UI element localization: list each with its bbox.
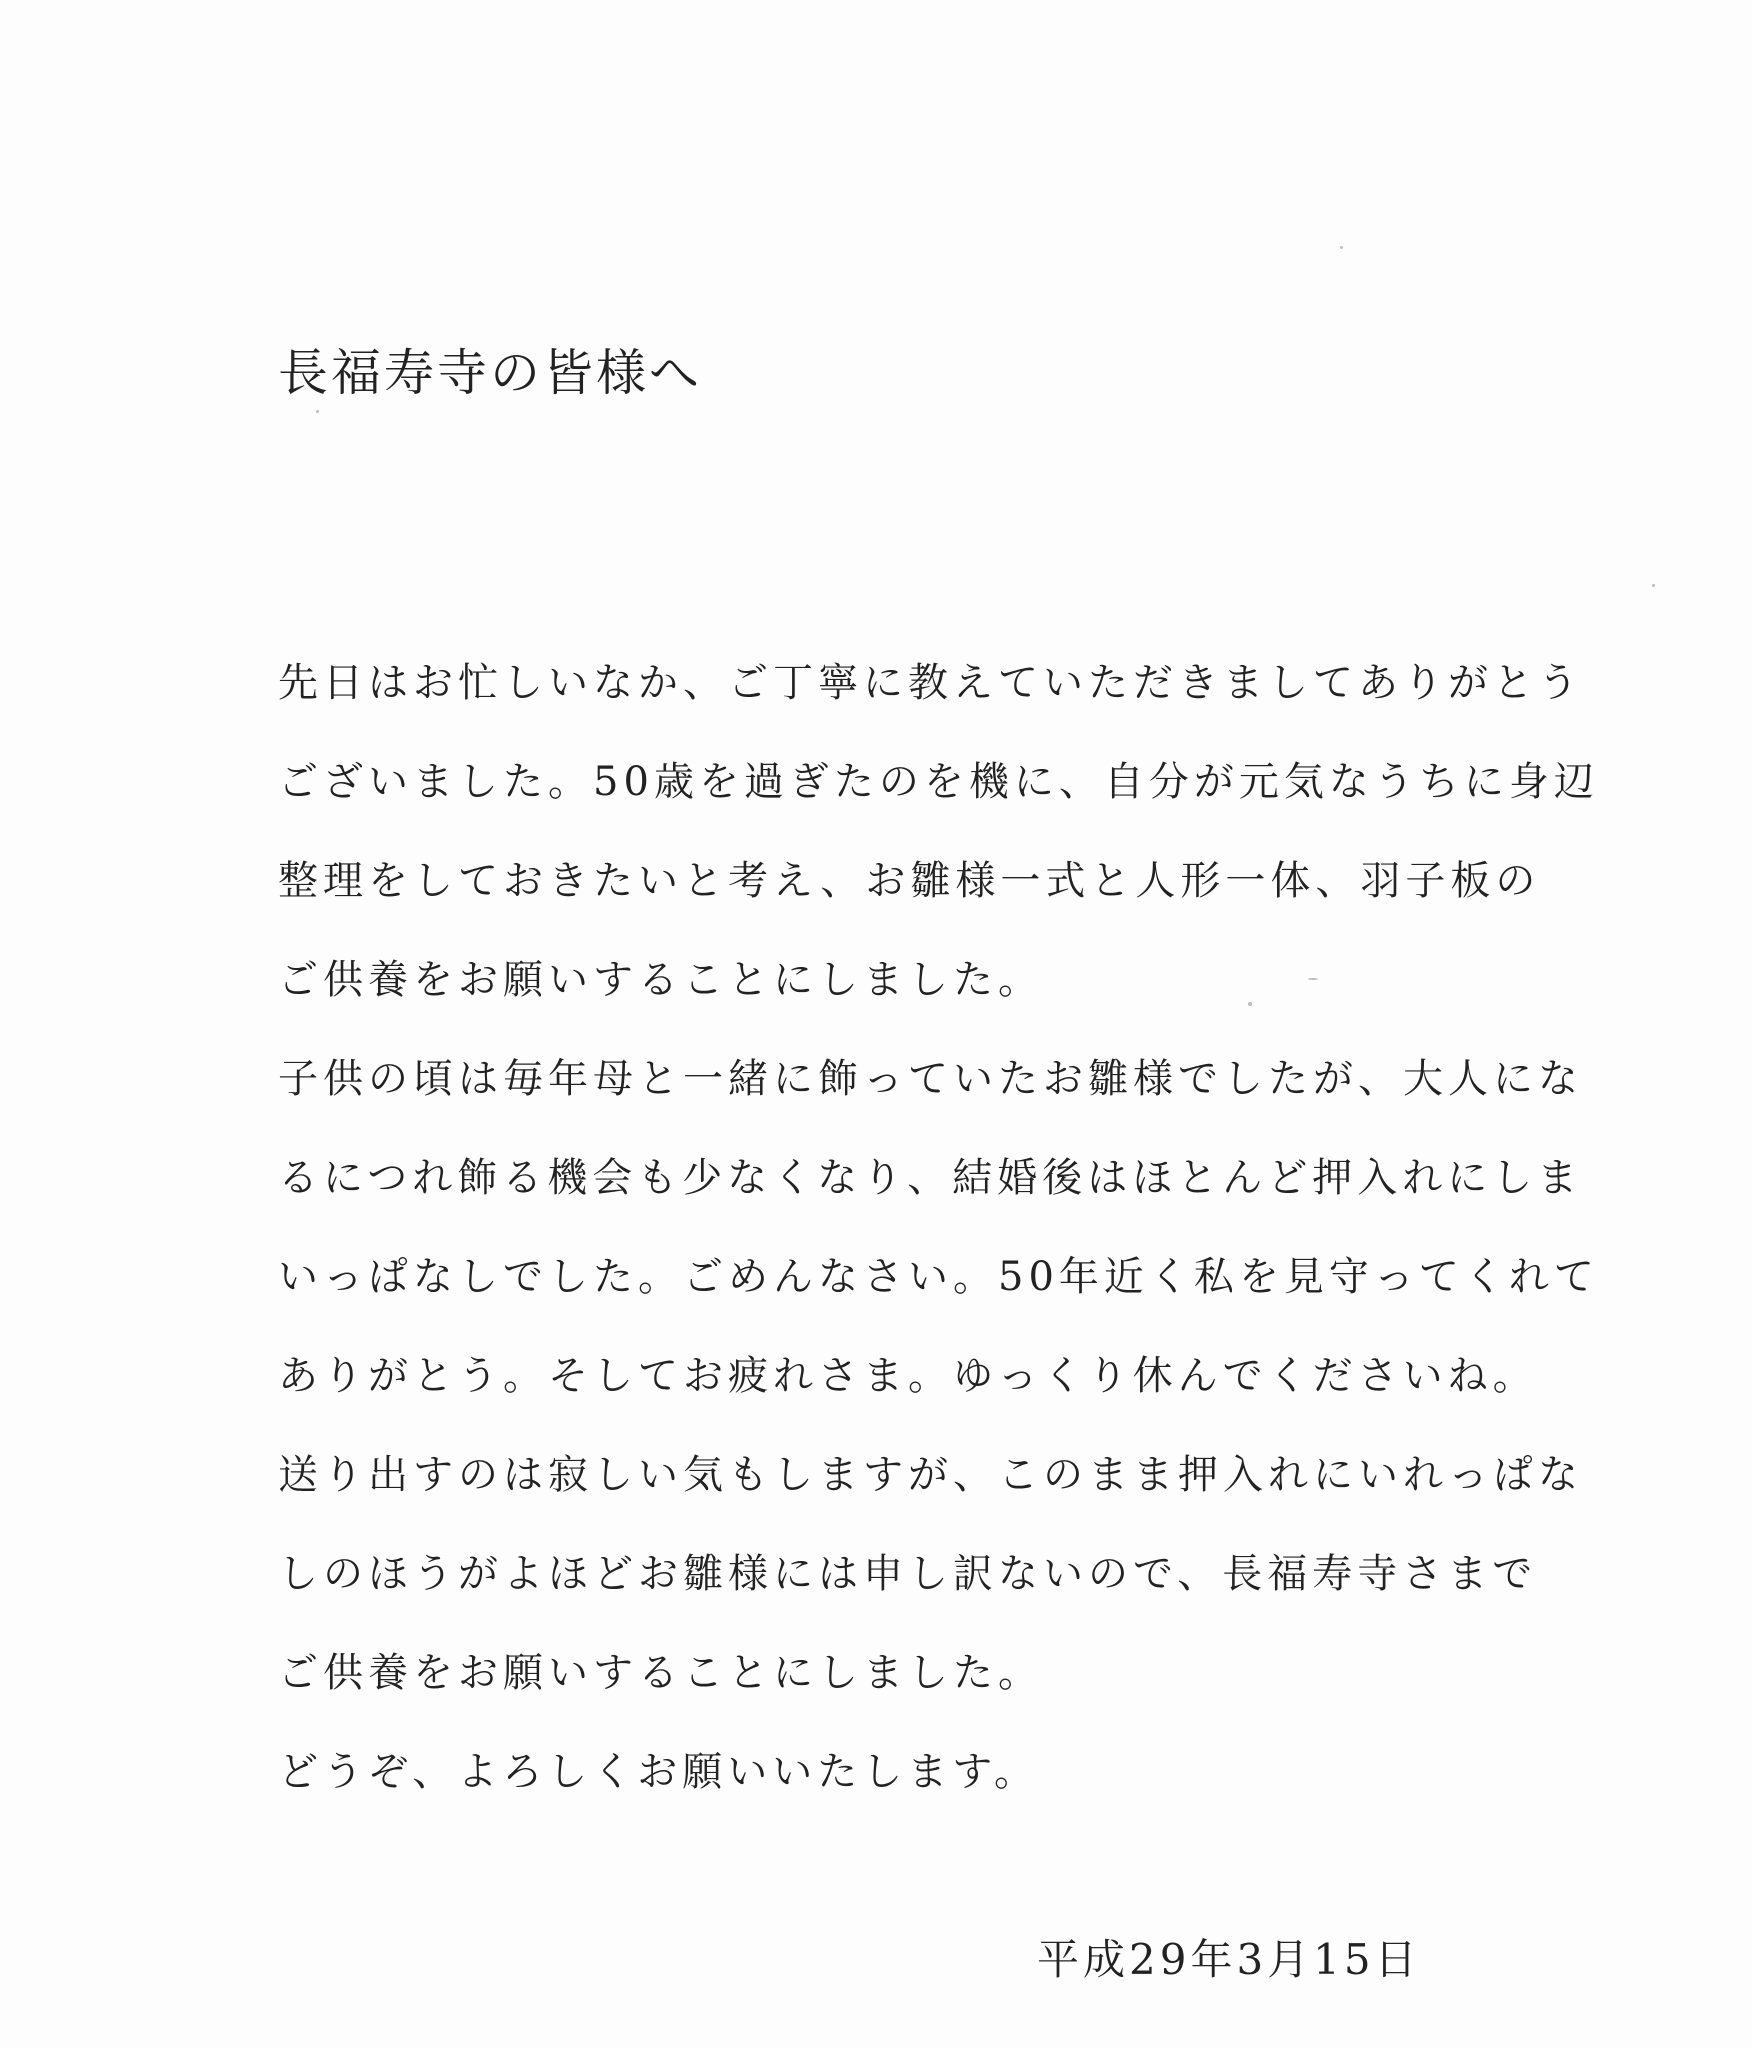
body-line: ありがとう。そしてお疲れさま。ゆっくり休んでくださいね。 xyxy=(278,1353,1538,1399)
body-line: 先日はお忙しいなか、ご丁寧に教えていただきましてありがとう xyxy=(278,660,1583,706)
body-line: るにつれ飾る機会も少なくなり、結婚後はほとんど押入れにしま xyxy=(278,1155,1583,1201)
body-line: ご供養をお願いすることにしました。 xyxy=(278,957,1043,1003)
body-line: 送り出すのは寂しい気もしますが、このまま押入れにいれっぱな xyxy=(278,1452,1583,1498)
body-line: いっぱなしでした。ごめんなさい。50年近く私を見守ってくれて xyxy=(278,1254,1599,1300)
body-line: 子供の頃は毎年母と一緒に飾っていたお雛様でしたが、大人にな xyxy=(278,1056,1583,1102)
scan-speck xyxy=(1652,584,1655,587)
body-line: どうぞ、よろしくお願いいたします。 xyxy=(278,1749,1039,1795)
salutation: 長福寿寺の皆様へ xyxy=(278,344,702,402)
body-line: しのほうがよほどお雛様には申し訳ないので、長福寿寺さまで xyxy=(278,1551,1538,1597)
scan-speck xyxy=(1308,978,1318,980)
letter-body xyxy=(278,648,1599,1836)
scan-speck xyxy=(316,410,319,413)
scan-speck xyxy=(1248,1002,1252,1006)
body-line: ご供養をお願いすることにしました。 xyxy=(278,1650,1043,1696)
letter-date: 平成29年3月15日 xyxy=(1037,1935,1421,1984)
scan-speck xyxy=(1340,246,1343,249)
body-line: ございました。50歳を過ぎたのを機に、自分が元気なうちに身辺 xyxy=(278,759,1599,805)
body-line: 整理をしておきたいと考え、お雛様一式と人形一体、羽子板の xyxy=(278,858,1541,904)
